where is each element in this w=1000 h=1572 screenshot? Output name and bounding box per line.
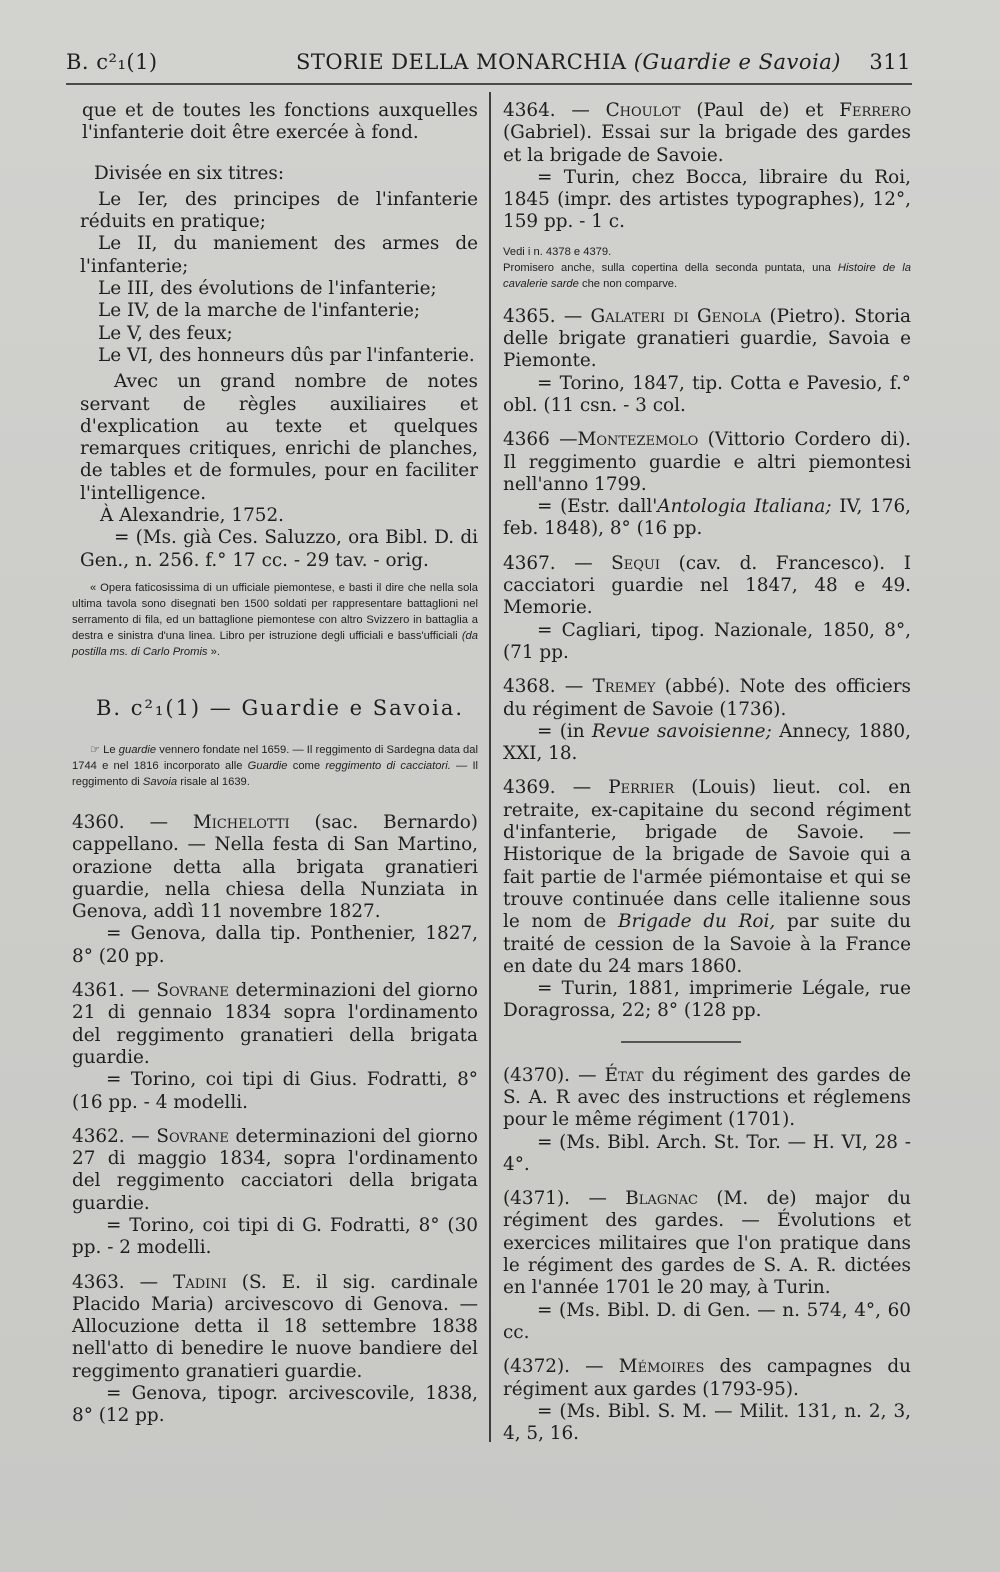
- header-rule: [66, 83, 912, 85]
- bib-entry-4371: [503, 1188, 911, 1344]
- entry-number: (4372).: [503, 1356, 570, 1378]
- footnote-opera-text: « Opera faticosissima di un ufficiale piemontese, e basti il dire che nella sola ultima tavola sono disegnati ben 1500 soldati per rappresentare battaglioni nel serramento di fila, ed un battaglione piemontese con altro Svizzero in battaglia a destra e sinistra d'una linea. Libro per istruzione degli ufficiali e bass'ufficiali: [72, 581, 478, 642]
- page-number: 311: [869, 50, 911, 74]
- left-column: [72, 100, 478, 1428]
- entry-author: Galateri di Genola: [590, 305, 762, 327]
- entry-text: du régiment des gardes de S. A. R avec des instructions et réglemens pour le même régiment (1701).: [503, 1064, 911, 1131]
- entry-body: 4366 —Montezemolo (Vittorio Cordero di). Il reggimento guardie e altri piemontesi nell'anno 1799.: [503, 429, 911, 495]
- place-date: À Alexandrie, 1752.: [100, 505, 285, 527]
- bib-entry-4366: [503, 429, 911, 540]
- bib-entry-4367: [503, 553, 911, 664]
- entry-text: (Paul de) et: [696, 100, 824, 121]
- entry-author: Choulot: [605, 100, 681, 121]
- header-signature: B. c²₁(1): [66, 50, 158, 74]
- titres-list: [72, 189, 478, 367]
- entry-text: determinazioni del giorno 21 di gennaio 1834 sopra l'ordinamento del reggimento granatieri della brigata guardie.: [72, 980, 478, 1068]
- titre-item: Le Ier, des principes de l'infanterie réduits en pratique;: [80, 188, 478, 233]
- bib-entry-4363: [72, 1272, 478, 1428]
- entry-text: (Vittorio Cordero di). Il reggimento guardie e altri piemontesi nell'anno 1799.: [503, 429, 911, 495]
- note-text: Promisero anche, sulla copertina della seconda puntata, una: [503, 261, 831, 274]
- entry-author: Mémoires: [618, 1356, 705, 1378]
- entry-body: 4361. — Sovrane determinazioni del giorno 21 di gennaio 1834 sopra l'ordinamento del reggimento granatieri della brigata guardie.: [72, 980, 478, 1068]
- entry-author: Blagnac: [625, 1188, 698, 1210]
- titre-item: Le V, des feux;: [98, 322, 233, 344]
- entry-author: Tremey: [592, 676, 656, 698]
- entry-text: (M. de) major du régiment des gardes. — Évolutions et exercices militaires que l'on pratique dans le régiment des gardes de S. A. R. dictées en l'année 1701 le 20 may, à Turin.: [503, 1188, 911, 1299]
- section-heading: B. c²₁(1) — Guardie e Savoia.: [96, 695, 465, 720]
- bib-entry-4368: [503, 676, 911, 765]
- running-header: [66, 46, 911, 80]
- divisee-line: Divisée en six titres:: [94, 162, 285, 184]
- header-title: [296, 50, 841, 74]
- entry-author: Sovrane: [156, 980, 229, 1002]
- imprint-text: Annecy, 1880, XXI, 18.: [503, 720, 911, 765]
- section-rule: [621, 1041, 741, 1043]
- entry-body: 4363. — Tadini (S. E. il sig. cardinale Placido Maria) arcivescovo di Genova. — Allocuzione detta il 18 settembre 1838 nell'atto di benedire le nuove bandiere del reggimento granatieri guardie.: [72, 1271, 478, 1382]
- entry-imprint: [503, 721, 911, 766]
- entry-text: (Louis) lieut. col. en retraite, ex-capitaine du second régiment d'infanterie, brigade de Savoie. — Historique de la brigade de Savoie qui a fait partie de l'armée piémontaise et qui se trouve continuée dans celle italienne sous le nom de: [503, 777, 911, 933]
- entry-body: 4364. — Choulot (Paul de) et Ferrero (Gabriel). Essai sur la brigade des gardes et la brigade de Savoie.: [503, 100, 911, 166]
- note-text: che non comparve.: [581, 277, 678, 290]
- entry-imprint: = (Ms. Bibl. D. di Gen. — n. 574, 4°, 60 cc.: [503, 1299, 911, 1343]
- entry-author: Michelotti: [192, 811, 290, 833]
- entry-number: 4366: [503, 429, 550, 451]
- section-note-text: vennero fondate nel 1659. — Il reggimento di Sardegna data dal 1744 e nel 1816 incorporato alle: [72, 743, 478, 772]
- section-note-text: come: [292, 759, 321, 772]
- entry-body: (4370). — État du régiment des gardes de S. A. R avec des instructions et réglemens pour le même régiment (1701).: [503, 1064, 911, 1131]
- entry-number: 4367.: [503, 552, 556, 574]
- entry-imprint: = Cagliari, tipog. Nazionale, 1850, 8°, (71 pp.: [503, 619, 911, 663]
- manuscript-ref: = (Ms. già Ces. Saluzzo, ora Bibl. D. di Gen., n. 256. f.° 17 cc. - 29 tav. - orig.: [80, 527, 478, 571]
- entry-number: (4371).: [503, 1188, 570, 1210]
- note-ital: Histoire de la cavalerie sarde: [503, 261, 911, 290]
- entry-author: Sovrane: [156, 1125, 229, 1147]
- entry-number: 4361.: [72, 980, 125, 1002]
- footnote-opera: [72, 580, 478, 660]
- entry-body: 4365. — Galateri di Genola (Pietro). Storia delle brigate granatieri guardie, Savoia e Piemonte.: [503, 305, 911, 372]
- section-note-text: — Il reggimento di: [72, 759, 479, 788]
- entry-imprint: = Turin, chez Bocca, libraire du Roi, 1845 (impr. des artistes typographes), 12°, 159 pp. - 1 c.: [503, 166, 911, 233]
- section-note-ital: reggimento di cacciatori.: [325, 759, 451, 772]
- entry-number: 4364.: [503, 100, 556, 121]
- bib-entry-4370: [503, 1065, 911, 1176]
- right-column: [503, 100, 911, 1445]
- entry-imprint: = Genova, tipogr. arcivescovile, 1838, 8° (12 pp.: [72, 1383, 478, 1427]
- imprint-text: = (in: [537, 720, 585, 742]
- section-note-text: risale al 1639.: [180, 775, 250, 788]
- header-title-main: STORIE DELLA MONARCHIA: [296, 50, 627, 74]
- entry-text: (Pietro). Storia delle brigate granatieri guardie, Savoia e Piemonte.: [503, 305, 911, 372]
- section-note-text: Le: [103, 743, 116, 756]
- entry-author: Perrier: [608, 777, 675, 799]
- header-title-italic: (Guardie e Savoia): [633, 50, 841, 74]
- bib-entry-4372: [503, 1356, 911, 1445]
- entry-imprint: = (Ms. Bibl. S. M. — Milit. 131, n. 2, 3, 4, 5, 16.: [503, 1400, 911, 1445]
- titre-item: Le III, des évolutions de l'infanterie;: [98, 278, 437, 300]
- entry-body: 4360. — Michelotti (sac. Bernardo) cappellano. — Nella festa di San Martino, orazione detta alla brigata granatieri guardie, nella chiesa della Nunziata in Genova, addì 11 novembre 1827.: [72, 811, 478, 923]
- imprint-text: IV, 176, feb. 1848), 8° (16 pp.: [503, 496, 911, 540]
- entry-author: Montezemolo: [577, 429, 699, 451]
- entry-text: (Gabriel). Essai sur la brigade des gardes et la brigade de Savoie.: [503, 122, 911, 166]
- entry-text: (sac. Bernardo) cappellano. — Nella festa di San Martino, orazione detta alla brigata granatieri guardie, nella chiesa della Nunziata in Genova, addì 11 novembre 1827.: [72, 811, 478, 923]
- titre-item: Le IV, de la marche de l'infanterie;: [98, 300, 421, 322]
- section-note-ital: guardie: [118, 743, 157, 756]
- entry-body: 4362. — Sovrane determinazioni del giorno 27 di maggio 1834, sopra l'ordinamento del reggimento cacciatori della brigata guardie.: [72, 1125, 478, 1214]
- pointing-hand-icon: ☞: [90, 743, 101, 756]
- entry-text: par suite du traité de cession de la Savoie à la France en date du 24 mars 1860.: [503, 911, 912, 977]
- section-note-ital: Guardie: [247, 759, 288, 772]
- intro-continuation: que et de toutes les fonctions auxquelles l'infanterie doit être exercée à fond.: [82, 100, 478, 144]
- entry-author: Ferrero: [839, 100, 911, 121]
- imprint-ital: Revue savoisienne;: [591, 720, 772, 742]
- footnote-opera-source: (da postilla ms. di Carlo Promis: [72, 629, 478, 658]
- entry-ital: Brigade du Roi,: [617, 911, 776, 933]
- note-promisero: [503, 260, 911, 292]
- entry-imprint: = Torino, coi tipi di Gius. Fodratti, 8° (16 pp. - 4 modelli.: [72, 1069, 478, 1113]
- entry-author: État: [604, 1064, 644, 1086]
- entry-body: 4367. — Sequi (cav. d. Francesco). I cacciatori guardie nel 1847, 48 e 49. Memorie.: [503, 552, 911, 619]
- entry-number: 4360.: [72, 811, 125, 833]
- entry-body: 4369. — Perrier (Louis) lieut. col. en retraite, ex-capitaine du second régiment d'infanterie, brigade de Savoie. — Historique de la brigade de Savoie qui a fait partie de l'armée piémontaise et qui se trouve continuée dans celle italienne sous le nom de Brigade du Roi, par suite du traité de cession de la Savoie à la France en date du 24 mars 1860.: [503, 777, 912, 977]
- entry-text: des campagnes du régiment aux gardes (1793-95).: [503, 1356, 911, 1400]
- entry-body: (4371). — Blagnac (M. de) major du régiment des gardes. — Évolutions et exercices militaires que l'on pratique dans le régiment des gardes de S. A. R. dictées en l'année 1701 le 20 may, à Turin.: [503, 1188, 911, 1299]
- bib-entry-4360: [72, 812, 478, 968]
- entry-text: (abbé). Note des officiers du régiment de Savoie (1736).: [503, 676, 911, 720]
- note-vedi: Vedi i n. 4378 e 4379.: [503, 245, 612, 258]
- entry-body: 4368. — Tremey (abbé). Note des officiers du régiment de Savoie (1736).: [503, 676, 911, 720]
- entry-body: (4372). — Mémoires des campagnes du régiment aux gardes (1793-95).: [503, 1356, 911, 1400]
- entry-text: (cav. d. Francesco). I cacciatori guardie nel 1847, 48 e 49. Memorie.: [503, 552, 911, 619]
- entry-text: determinazioni del giorno 27 di maggio 1834, sopra l'ordinamento del reggimento cacciatori della brigata guardie.: [72, 1125, 478, 1214]
- bib-entry-4365: [503, 306, 911, 417]
- entry-imprint: = (Ms. Bibl. Arch. St. Tor. — H. VI, 28 - 4°.: [503, 1131, 911, 1175]
- entry-imprint: = Genova, dalla tip. Ponthenier, 1827, 8° (20 pp.: [72, 923, 478, 967]
- imprint-ital: Antologia Italiana;: [657, 496, 832, 518]
- bib-entry-4361: [72, 980, 478, 1114]
- entry-author: Tadini: [173, 1271, 227, 1293]
- entry-imprint: = Torino, 1847, tip. Cotta e Pavesio, f.° obl. (11 csn. - 3 col.: [503, 372, 911, 416]
- column-divider: [489, 92, 491, 1442]
- section-note-ital: Savoia: [142, 775, 178, 788]
- section-note: [72, 742, 478, 790]
- bib-entry-4364: [503, 100, 911, 234]
- entry-number: (4370).: [503, 1064, 570, 1086]
- entry-number: 4368.: [503, 676, 556, 698]
- entry-author: Sequi: [611, 552, 660, 574]
- entry-number: 4363.: [72, 1271, 125, 1293]
- entry-number: 4369.: [503, 777, 556, 799]
- bib-entry-4362: [72, 1126, 478, 1260]
- entry-imprint: = Turin, 1881, imprimerie Légale, rue Doragrossa, 22; 8° (128 pp.: [503, 978, 911, 1022]
- titre-item: Le II, du maniement des armes de l'infanterie;: [80, 233, 478, 277]
- entry-text: (S. E. il sig. cardinale Placido Maria) arcivescovo di Genova. — Allocuzione detta il 18 settembre 1838 nell'atto di benedire le nuove bandiere del reggimento granatieri guardie.: [72, 1271, 478, 1382]
- footnote-opera-end: ».: [210, 645, 220, 658]
- entry-imprint: [503, 496, 911, 541]
- avec-paragraph: Avec un grand nombre de notes servant de règles auxiliaires et d'explication au texte et quelques remarques critiques, enrichi de planches, de tables et de formules, pour en faciliter l'intelligence.: [80, 371, 478, 504]
- entry-imprint: = Torino, coi tipi di G. Fodratti, 8° (30 pp. - 2 modelli.: [72, 1214, 478, 1259]
- bib-entry-4369: [503, 777, 911, 1022]
- entry-number: 4362.: [72, 1125, 125, 1147]
- titre-item: Le VI, des honneurs dûs par l'infanterie.: [98, 344, 475, 366]
- entry-number: 4365.: [503, 305, 556, 327]
- imprint-text: = (Estr. dall': [537, 496, 658, 518]
